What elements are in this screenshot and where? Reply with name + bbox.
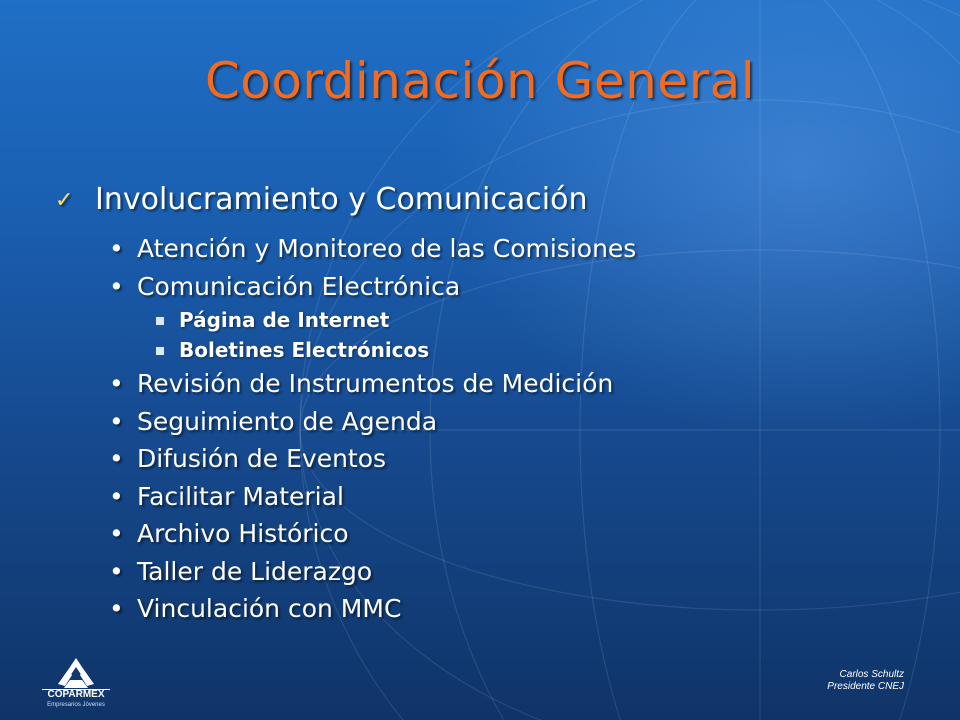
list-item (55, 440, 935, 478)
coparmex-logo (34, 656, 118, 712)
list-item-label: Comunicación Electrónica (137, 271, 461, 301)
bullet-dot-icon: • (109, 369, 124, 398)
footer-author: Carlos Schultz (839, 669, 904, 680)
list-item-label: Difusión de Eventos (137, 444, 387, 473)
list-item-label: Taller de Liderazgo (137, 556, 373, 586)
heading-label: Involucramiento y Comunicación (95, 182, 588, 217)
list-item (55, 365, 935, 403)
list-item (55, 268, 935, 306)
bullet-dot-icon: • (109, 234, 124, 263)
bullet-dot-icon: • (109, 481, 124, 511)
logo-name: COPARMEX (47, 689, 105, 700)
list-item (55, 403, 935, 441)
bullet-dot-icon: • (109, 406, 124, 436)
logo-mark-icon (34, 656, 118, 690)
footer-credits (827, 669, 904, 693)
bullet-dot-icon: • (109, 444, 124, 473)
bullet-list (55, 178, 935, 628)
logo-tagline: Empresarios Jóvenes (47, 702, 105, 708)
sub-list-item-label: Página de Internet (179, 308, 390, 332)
heading-item (55, 178, 935, 222)
bullet-dot-icon: • (109, 271, 124, 301)
sub-list-item-label: Boletines Electrónicos (179, 338, 430, 362)
bullet-dot-icon: • (109, 556, 124, 586)
sub-list-item (55, 335, 935, 365)
bullet-dot-icon: • (109, 594, 124, 623)
list-item-label: Atención y Monitoreo de las Comisiones (137, 234, 637, 263)
square-bullet-icon (156, 317, 164, 325)
sub-list-item (55, 305, 935, 335)
footer-role: Presidente CNEJ (827, 681, 904, 692)
list-item-label: Revisión de Instrumentos de Medición (137, 369, 614, 398)
list-item-label: Archivo Histórico (137, 519, 349, 548)
square-bullet-icon (156, 347, 164, 355)
list-item (55, 590, 935, 628)
list-item (55, 478, 935, 516)
list-item (55, 553, 935, 591)
bullet-dot-icon: • (109, 519, 124, 548)
check-icon: ✓ (55, 188, 74, 213)
page-title: Coordinación General (204, 52, 756, 110)
list-item-label: Vinculación con MMC (137, 594, 402, 623)
list-item (55, 515, 935, 553)
list-item-label: Facilitar Material (137, 481, 344, 511)
list-item (55, 230, 935, 268)
list-item-label: Seguimiento de Agenda (137, 406, 438, 436)
